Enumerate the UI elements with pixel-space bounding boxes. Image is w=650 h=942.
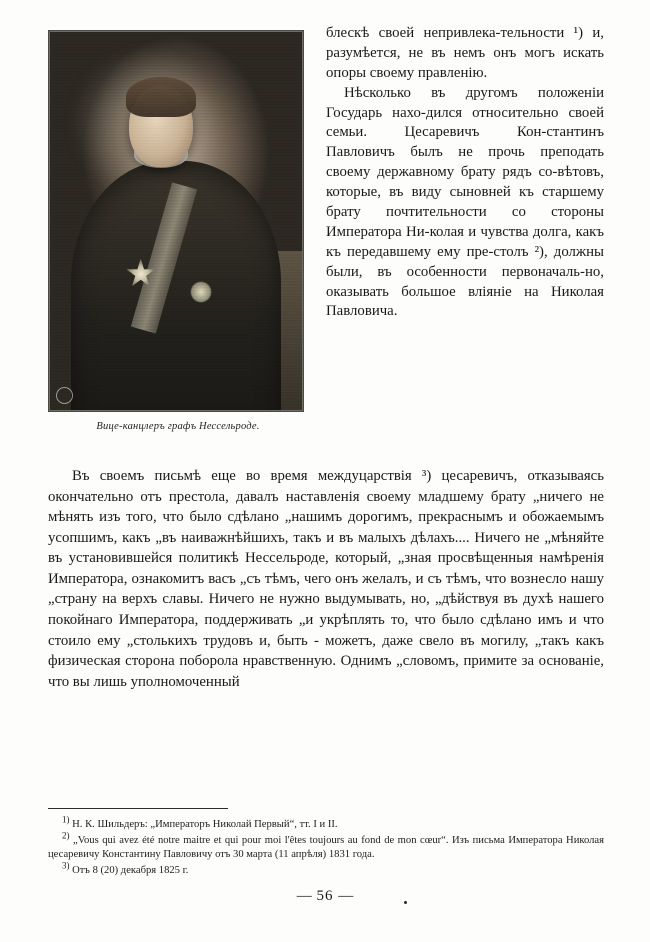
- footnote-separator: [48, 808, 228, 809]
- footnote-text: Н. К. Шильдеръ: „Императоръ Николай Первый“, тт. I и II.: [72, 819, 338, 830]
- footnotes-section: [48, 814, 604, 880]
- footnote-marker: 1): [62, 814, 70, 825]
- paragraph: блескѣ своей непривлека-тельности ¹) и, разумѣется, не въ немъ онъ могъ искать опоры своему правленію.: [326, 25, 604, 81]
- page-number-dash-right: —: [338, 888, 354, 904]
- footnote-marker: 3): [62, 860, 70, 871]
- halftone-texture: [50, 32, 302, 410]
- footnote-item: [48, 814, 604, 832]
- footnote-text: „Vous qui avez été notre maitre et qui pour moi l'êtes toujours au fond de mon cœur“. Изъ письма Императора Николая цесаревичу Константину Павловичу отъ 30 марта (11 апрѣля) 1831 года.: [48, 834, 604, 860]
- footnote-item: [48, 830, 604, 862]
- portrait-frame: [48, 30, 304, 412]
- footnote-text: Отъ 8 (20) декабря 1825 г.: [72, 864, 189, 876]
- page-number-value: 56: [316, 888, 334, 904]
- footnote-item: [48, 860, 604, 878]
- paragraph: Нѣсколько въ другомъ положеніи Государь нахо-дился относительно своей семьи. Цесаревичъ Кон-стантинъ Павловичъ былъ не прочь преподать своему державному брату рядъ со-вѣтовъ, которые, въ виду сыновней къ старшему брату почтительности со стороны Императора Ни-колая и чувства долга, какъ къ передавшему ему пре-столъ ²), должны были, въ особенности первоначаль-но, оказывать большое вліяніе на Николая Павловича.: [326, 84, 604, 320]
- portrait-image: [50, 32, 302, 410]
- top-section: [48, 24, 604, 436]
- main-body-text: [48, 466, 604, 692]
- figure-portrait: [48, 30, 308, 432]
- library-stamp-icon: [56, 387, 73, 404]
- footnote-marker: 2): [62, 830, 70, 841]
- figure-caption: Вице-канцлеръ графъ Нессельроде.: [96, 421, 260, 432]
- paragraph: Въ своемъ письмѣ еще во время междуцарствія ³) цесаревичъ, отказываясь окончательно отъ престола, давалъ наставленія своему младшему брату „ничего не мѣнять изъ того, что было сдѣлано „нашимъ дорогимъ, прекраснымъ и обожаемымъ усопшимъ, какъ „въ наиважнѣйшихъ, такъ и въ малыхъ дѣлахъ.... Ничего не „мѣняйте въ установившейся политикѣ Нессельроде, который, „зная просвѣщенныя намѣренія Императора, ознакомитъ васъ „съ тѣмъ, чего онъ желалъ, и съ тѣмъ, что вознесло нашу „страну на верхъ славы. Ничего не нужно выдумывать, но, „дѣйствуя въ духѣ нашего покойнаго Императора, поддерживать „и укрѣплять то, что было сдѣлано имъ и что стоило ему „столькихъ трудовъ и, быть - можетъ, даже свело въ могилу, „такъ какъ физическая сторона поборола нравственную. Однимъ „словомъ, примите за основаніе, что вы лишь уполномоченный: [48, 468, 604, 690]
- page-number: [0, 888, 650, 905]
- page-number-dash-left: —: [296, 888, 312, 904]
- printers-mark: [404, 901, 407, 904]
